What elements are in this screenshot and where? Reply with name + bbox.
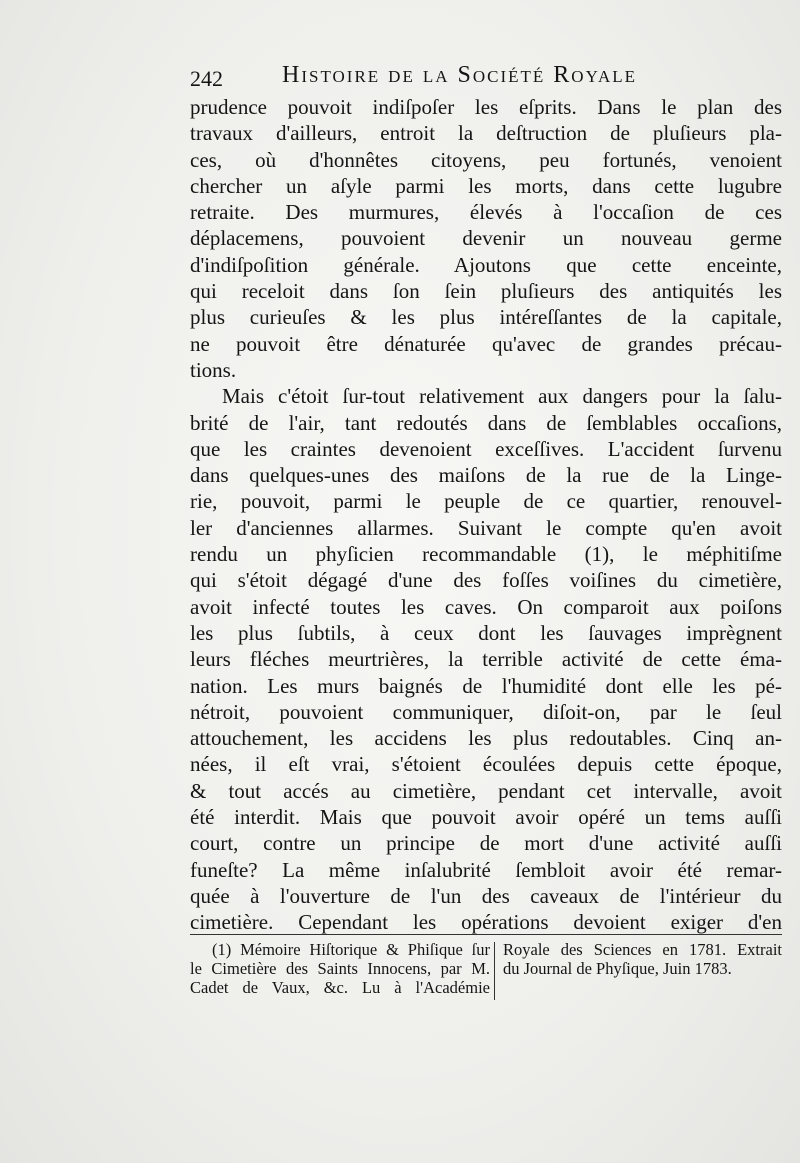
- footnote-right-column: [503, 940, 782, 978]
- footnote-line: (1) Mémoire Hiſtorique & Phiſique ſur: [212, 940, 490, 959]
- text-line: ler d'anciennes allarmes. Suivant le compte qu'en avoit: [190, 515, 782, 540]
- text-line: rie, pouvoit, parmi le peuple de ce quartier, renouvel-: [190, 489, 782, 514]
- text-line: qui receloit dans ſon ſein pluſieurs des antiquités les: [190, 279, 782, 304]
- text-line: qui s'étoit dégagé d'une des foſſes voiſines du cimetière,: [190, 568, 782, 593]
- text-line: leurs fléches meurtrières, la terrible activité de cette éma-: [190, 647, 782, 672]
- text-line: nation. Les murs baignés de l'humidité dont elle les pé-: [190, 673, 782, 698]
- text-line: ne pouvoit être dénaturée qu'avec de grandes précau-: [190, 331, 782, 356]
- footnote-left-column: [190, 940, 490, 997]
- text-line: Mais c'étoit ſur-tout relativement aux dangers pour la ſalu-: [222, 384, 782, 409]
- text-line: travaux d'ailleurs, entroit la deſtruction de pluſieurs pla-: [190, 121, 782, 146]
- footnote-line: le Cimetière des Saints Innocens, par M.: [190, 959, 490, 978]
- text-line: retraite. Des murmures, élevés à l'occaſion de ces: [190, 200, 782, 225]
- text-line: cimetière. Cependant les opérations devoient exiger d'en: [190, 910, 782, 935]
- page-number: 242: [190, 66, 223, 91]
- text-line: nétroit, pouvoient communiquer, diſoit-on, par le ſeul: [190, 699, 782, 724]
- page-header: [190, 62, 790, 96]
- text-line: ces, où d'honnêtes citoyens, peu fortunés, venoient: [190, 147, 782, 172]
- text-line: que les craintes devenoient exceſſives. L'accident ſurvenu: [190, 436, 782, 461]
- footnote-column-divider: [494, 942, 495, 1000]
- text-line: & tout accés au cimetière, pendant cet intervalle, avoit: [190, 778, 782, 803]
- footnote-line: Cadet de Vaux, &c. Lu à l'Académie: [190, 978, 490, 997]
- text-line: court, contre un principe de mort d'une activité auſſi: [190, 831, 782, 856]
- footnote-block: [190, 940, 782, 1002]
- text-line: chercher un aſyle parmi les morts, dans cette lugubre: [190, 173, 782, 198]
- text-line: avoit infecté toutes les caves. On comparoit aux poiſons: [190, 594, 782, 619]
- text-line: attouchement, les accidens les plus redoutables. Cinq an-: [190, 726, 782, 751]
- text-line: nées, il eſt vrai, s'étoient écoulées depuis cette époque,: [190, 752, 782, 777]
- text-line: brité de l'air, tant redoutés dans de ſemblables occaſions,: [190, 410, 782, 435]
- text-line: dans quelques-unes des maiſons de la rue de la Linge-: [190, 463, 782, 488]
- body-text: [190, 94, 782, 936]
- footnote-line: Royale des Sciences en 1781. Extrait: [503, 940, 782, 959]
- text-line: funeſte? La même inſalubrité ſembloit avoir été remar-: [190, 857, 782, 882]
- text-line: d'indiſpoſition générale. Ajoutons que cette enceinte,: [190, 252, 782, 277]
- text-line: plus curieuſes & les plus intéreſſantes de la capitale,: [190, 305, 782, 330]
- footnote-line: du Journal de Phyſique, Juin 1783.: [503, 959, 732, 978]
- text-line: tions.: [190, 357, 237, 382]
- text-line: été interdit. Mais que pouvoit avoir opéré un tems auſſi: [190, 805, 782, 830]
- text-line: déplacemens, pouvoient devenir un nouveau germe: [190, 226, 782, 251]
- text-line: les plus ſubtils, à ceux dont les ſauvages imprègnent: [190, 620, 782, 645]
- footnote-rule: [190, 934, 782, 935]
- running-head: Histoire de la Société Royale: [282, 62, 638, 88]
- text-line: rendu un phyſicien recommandable (1), le méphitiſme: [190, 542, 782, 567]
- text-line: quée à l'ouverture de l'un des caveaux de l'intérieur du: [190, 883, 782, 908]
- text-line: prudence pouvoit indiſpoſer les eſprits. Dans le plan des: [190, 95, 782, 119]
